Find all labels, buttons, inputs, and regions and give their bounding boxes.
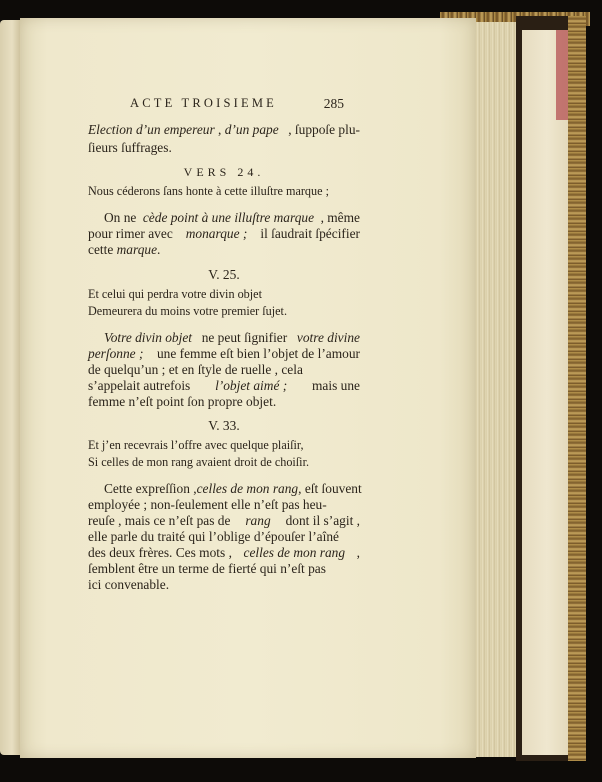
p4-line-1: Cette expreſſion , celles de mon rang , eſt ſouvent: [104, 481, 362, 496]
verse-line: Demeurera du moins votre premier ſujet.: [88, 304, 287, 318]
gilt-cover-edge: [568, 16, 586, 761]
p2-line-1: On ne cède point à une illuſtre marque , même: [104, 210, 360, 225]
p4-line-6: ſemblent être un terme de fierté qui n’eſt pas: [88, 561, 326, 576]
p4-line-7: ici convenable.: [88, 577, 170, 592]
p4-line-3: reuſe , mais ce n’eſt pas de rang dont il s’agit ,: [88, 513, 360, 528]
p3-line-2: perſonne ; une femme eſt bien l’objet de l’amour: [88, 346, 360, 361]
verse-line: Et celui qui perdra votre divin objet: [88, 287, 262, 301]
section-heading-vers-24: VERS 24.: [183, 165, 265, 179]
p2-line-2: pour rimer avec monarque ; il ſaudrait ſpécifier: [88, 226, 360, 241]
p3-line-1: Votre divin objet ne peut ſignifier votre divine: [104, 330, 360, 345]
p4-line-2: employée ; non-ſeulement elle n’eſt pas heu-: [88, 497, 327, 512]
p1-line-2: ſieurs ſuffrages.: [88, 140, 172, 155]
section-heading-v-25: V. 25.: [208, 267, 240, 282]
p4-line-5: des deux frères. Ces mots , celles de mon rang ,: [88, 545, 360, 560]
verse-line: Et j’en recevrais l’offre avec quelque plaiſir,: [88, 438, 304, 452]
page-number: 285: [323, 96, 344, 111]
page-block-edges: [476, 22, 516, 757]
p1-line-1: Election d’un empereur , d’un pape , ſuppoſe plu-: [88, 122, 360, 137]
verse-line: Si celles de mon rang avaient droit de choiſir.: [88, 455, 310, 469]
cover-endpaper: [522, 30, 572, 755]
facing-page-edge: [0, 20, 20, 755]
section-heading-v-33: V. 33.: [208, 418, 240, 433]
running-head: [130, 96, 344, 112]
p3-line-3: de quelqu’un ; et en ſtyle de ruelle , cela: [88, 362, 303, 377]
p4-line-4: elle parle du traité qui l’oblige d’épouſer l’aîné: [88, 529, 339, 544]
p3-line-4: s’appelait autrefois l’objet aimé ; mais une: [88, 378, 360, 393]
verse-line: Nous céderons ſans honte à cette illuſtre marque ;: [88, 184, 329, 198]
running-head-title: ACTE TROISIEME: [130, 96, 277, 110]
p3-line-5: femme n’eſt point ſon propre objet.: [88, 394, 277, 409]
p2-line-3: cette marque.: [88, 242, 161, 257]
